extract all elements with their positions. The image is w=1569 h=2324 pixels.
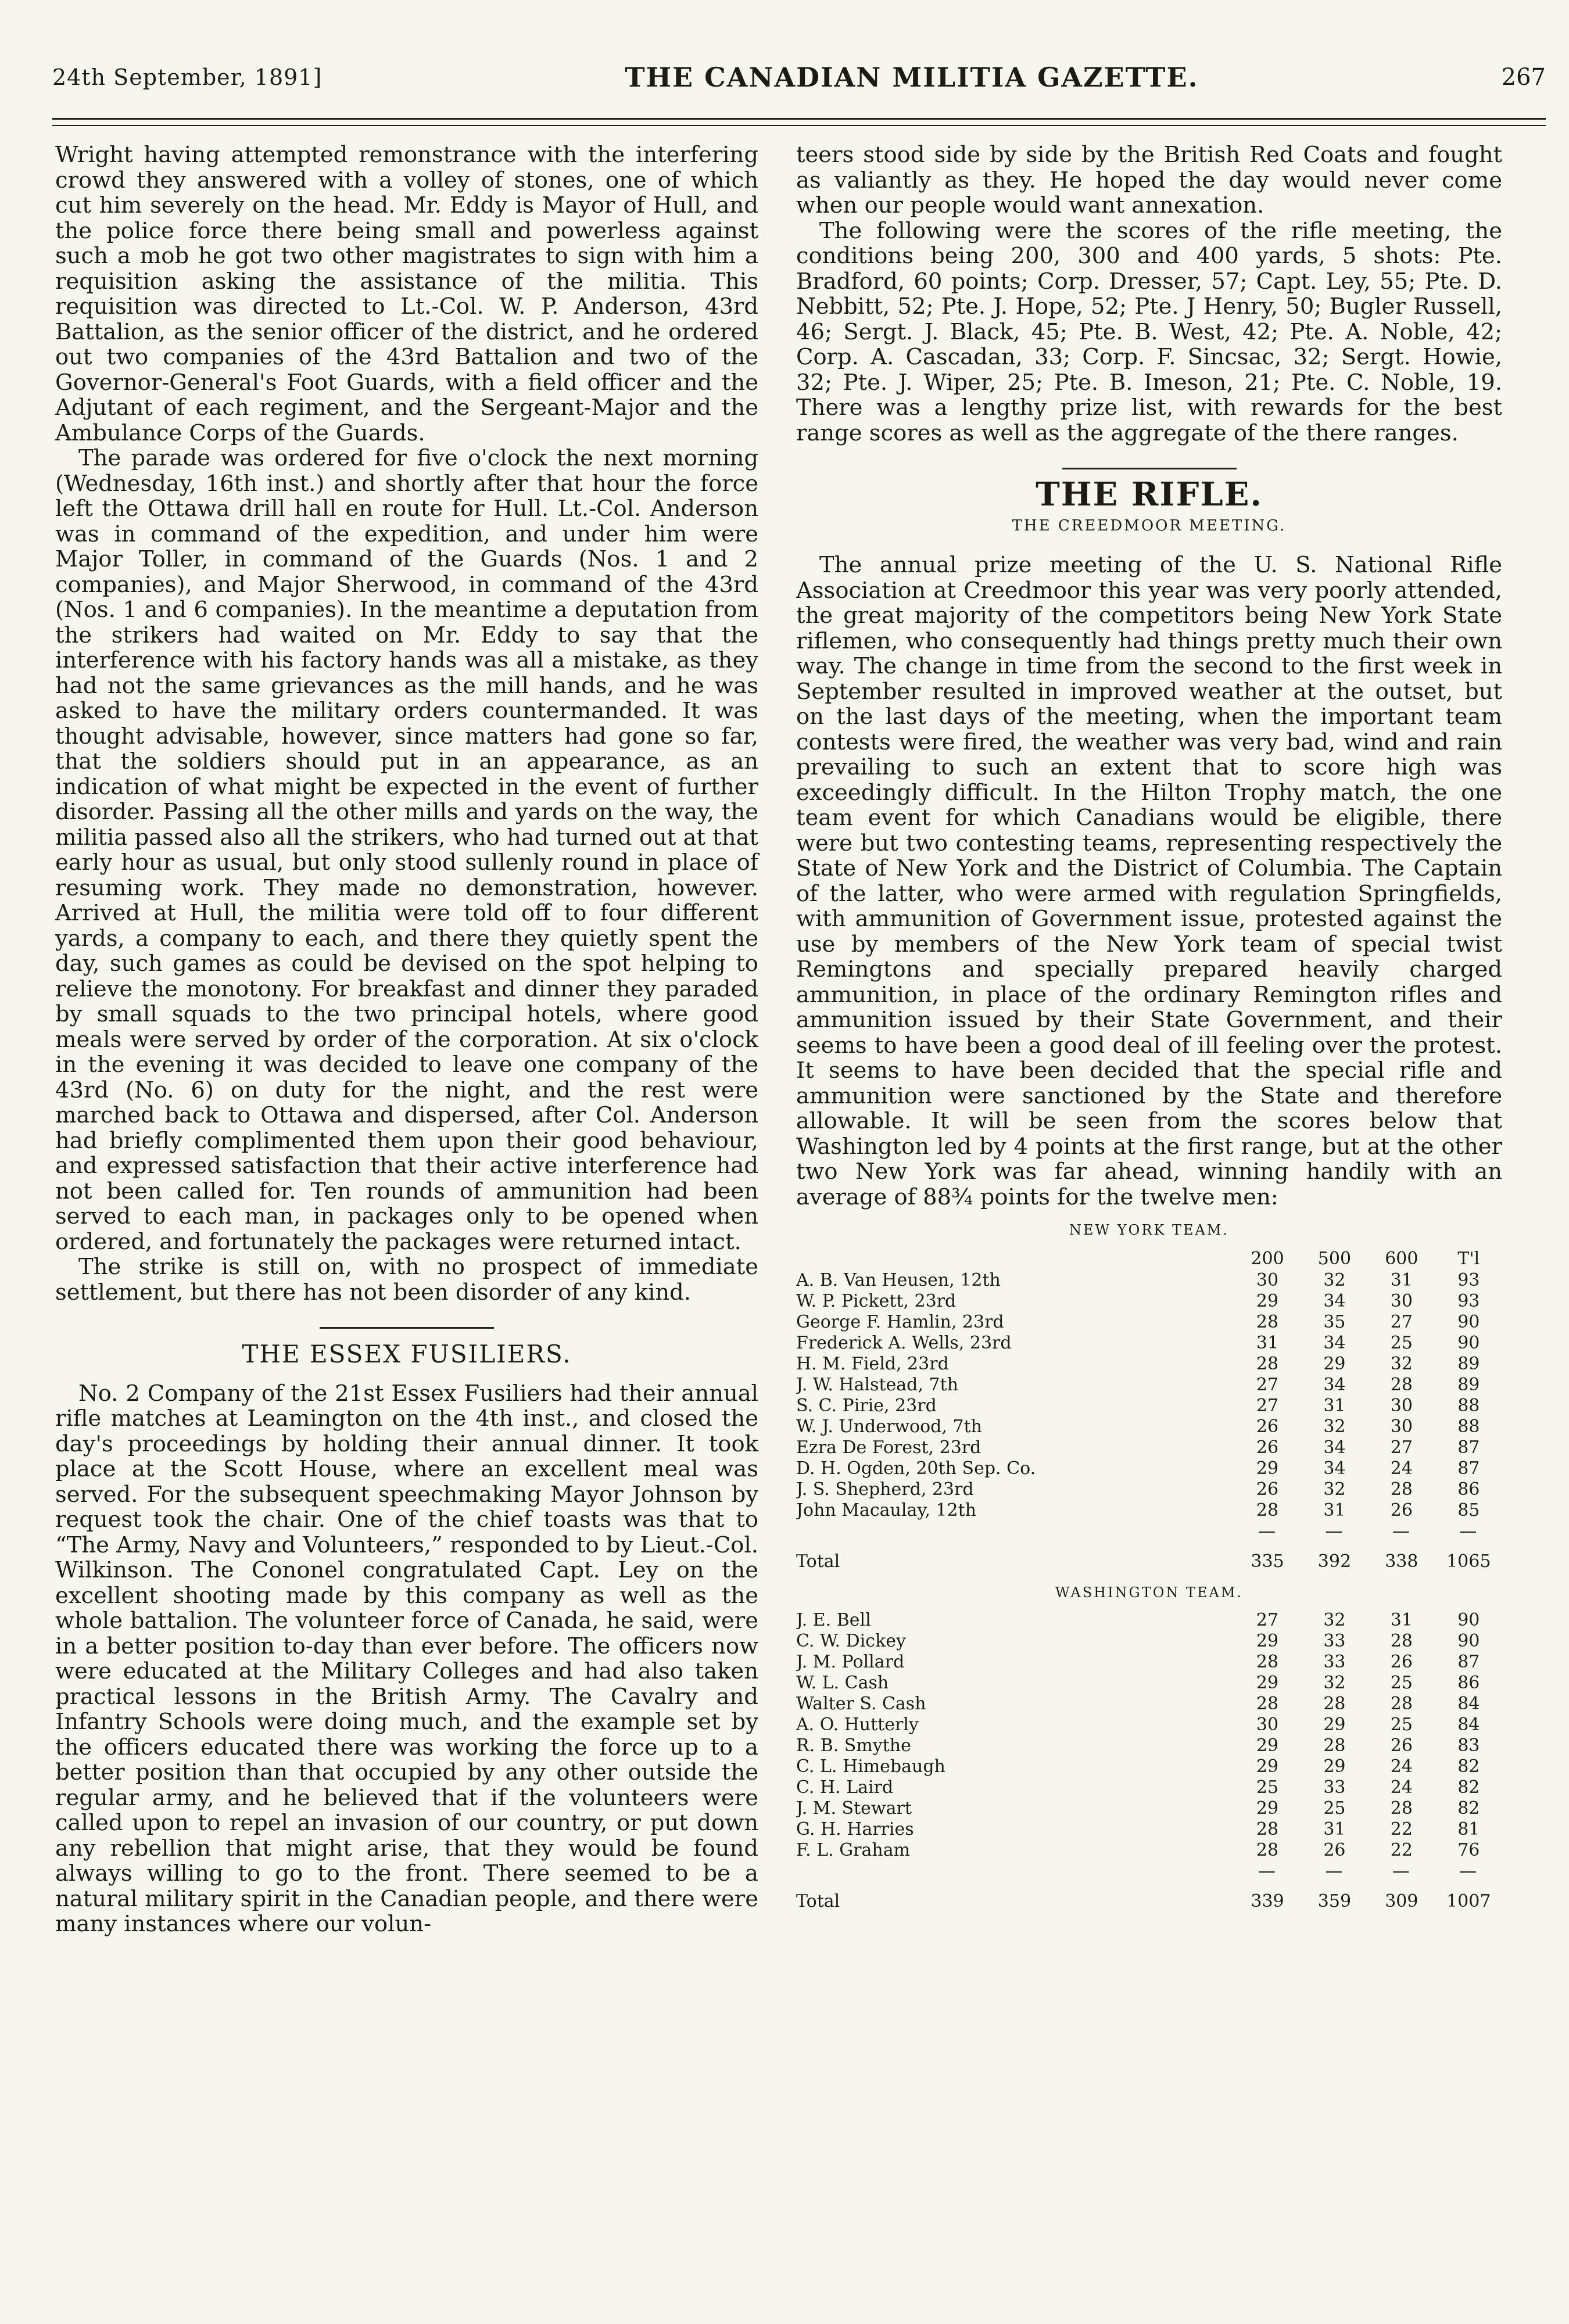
shooter-name: J. E. Bell bbox=[796, 1610, 871, 1630]
shooter-name: C. L. Himebaugh bbox=[796, 1756, 945, 1777]
score-total: 90 bbox=[1457, 1631, 1480, 1651]
score-range-1: 28 bbox=[1256, 1652, 1279, 1672]
col-header: T'l bbox=[1457, 1248, 1480, 1269]
score-row bbox=[796, 1500, 1502, 1521]
shooter-name: W. P. Pickett, 23rd bbox=[796, 1290, 957, 1311]
shooter-name: F. L. Graham bbox=[796, 1840, 911, 1860]
score-row bbox=[796, 1437, 1502, 1458]
score-range-1: 26 bbox=[1256, 1437, 1279, 1458]
score-header-row bbox=[796, 1248, 1502, 1270]
score-row bbox=[796, 1333, 1502, 1354]
col-header: 200 bbox=[1251, 1248, 1284, 1269]
shooter-name: J. M. Pollard bbox=[796, 1652, 905, 1672]
total-label: Total bbox=[796, 1891, 840, 1911]
score-range-2: 29 bbox=[1323, 1353, 1346, 1374]
score-range-3: 28 bbox=[1390, 1694, 1413, 1714]
score-range-2: 34 bbox=[1323, 1458, 1346, 1479]
score-row bbox=[796, 1798, 1502, 1819]
score-range-2: 32 bbox=[1323, 1673, 1346, 1693]
score-range-1: 26 bbox=[1256, 1479, 1279, 1500]
dash: — bbox=[1459, 1861, 1478, 1881]
article-paragraph: Wright having attempted remonstrance with the interfering crowd they answered with a volley of stones, one of which cut him severely on the head. Mr. Eddy is Mayor of Hull, and the police force there being small and powerless against such a mob he got two other magistrates to sign with him a requisition asking the assistance of the militia. This requisition was directed to Lt.-Col. W. P. Anderson, 43rd Battalion, as the senior officer of the district, and he ordered out two companies of the 43rd Battalion and two of the Governor-General's Foot Guards, with a field officer and the Adjutant of each regiment, and the Sergeant-Major and the Ambulance Corps of the Guards. bbox=[55, 142, 758, 446]
score-range-1: 28 bbox=[1256, 1311, 1279, 1332]
header-rule-secondary bbox=[52, 125, 1546, 126]
score-range-2: 33 bbox=[1323, 1777, 1346, 1798]
score-range-1: 28 bbox=[1256, 1500, 1279, 1520]
score-range-3: 32 bbox=[1390, 1353, 1413, 1374]
score-total: 83 bbox=[1457, 1735, 1480, 1756]
score-range-2: 31 bbox=[1323, 1395, 1346, 1416]
score-total: 82 bbox=[1457, 1756, 1480, 1777]
page-number: 267 bbox=[1501, 64, 1546, 91]
score-total: 86 bbox=[1457, 1673, 1480, 1693]
newspaper-title: THE CANADIAN MILITIA GAZETTE. bbox=[625, 62, 1199, 93]
article-paragraph: The annual prize meeting of the U. S. National Rifle Association at Creedmoor this year was very poorly attended, the great majority of the competitors being New York State riflemen, who consequently had things pretty much their own way. The change in time from the second to the first week in September resulted in improved weather at the outset, but on the last days of the meeting, when the important team contests were fired, the weather was very bad, wind and rain prevailing to such an extent that to score high was exceedingly difficult. In the Hilton Trophy match, the one team event for which Canadians would be eligible, there were but two contesting teams, representing respectively the State of New York and the District of Columbia. The Captain of the latter, who were armed with regulation Springfields, with ammunition of Government issue, protested against the use by members of the New York team of special twist Remingtons and specially prepared heavily charged ammunition, in place of the ordinary Remington rifles and ammunition issued by their State Government, and their seems to have been a good deal of ill feeling over the protest. It seems to have been decided that the special rifle and ammunition were sanctioned by the State and therefore allowable. It will be seen from the scores below that Washington led by 4 points at the first range, but at the other two New York was far ahead, winning handily with an average of 88¾ points for the twelve men: bbox=[796, 552, 1502, 1210]
score-row bbox=[796, 1354, 1502, 1375]
essex-section-heading bbox=[55, 1327, 758, 1367]
score-range-1: 27 bbox=[1256, 1395, 1279, 1416]
total-row bbox=[796, 1542, 1502, 1572]
score-range-1: 27 bbox=[1256, 1610, 1279, 1630]
score-range-3: 27 bbox=[1390, 1437, 1413, 1458]
score-range-3: 28 bbox=[1390, 1631, 1413, 1651]
shooter-name: G. H. Harries bbox=[796, 1819, 914, 1839]
shooter-name: H. M. Field, 23rd bbox=[796, 1353, 949, 1374]
score-range-3: 22 bbox=[1390, 1819, 1413, 1839]
shooter-name: S. C. Pirie, 23rd bbox=[796, 1395, 937, 1416]
score-range-1: 30 bbox=[1256, 1715, 1279, 1735]
dash: — bbox=[1392, 1861, 1411, 1881]
score-row bbox=[796, 1312, 1502, 1333]
col-header: 600 bbox=[1385, 1248, 1418, 1269]
total-value: 392 bbox=[1317, 1551, 1352, 1572]
score-range-2: 31 bbox=[1323, 1819, 1346, 1839]
score-range-1: 28 bbox=[1256, 1694, 1279, 1714]
score-range-3: 25 bbox=[1390, 1715, 1413, 1735]
total-value: 339 bbox=[1251, 1891, 1284, 1911]
score-range-2: 33 bbox=[1323, 1631, 1346, 1651]
score-range-3: 27 bbox=[1390, 1311, 1413, 1332]
score-row bbox=[796, 1610, 1502, 1631]
ny-team-table bbox=[796, 1248, 1502, 1572]
total-value: 338 bbox=[1385, 1551, 1418, 1572]
score-range-3: 26 bbox=[1390, 1500, 1413, 1520]
score-row bbox=[796, 1416, 1502, 1437]
score-range-2: 28 bbox=[1323, 1694, 1346, 1714]
score-range-2: 34 bbox=[1323, 1332, 1346, 1353]
shooter-name: A. O. Hutterly bbox=[796, 1715, 919, 1735]
rifle-heading: THE RIFLE. bbox=[1036, 475, 1263, 514]
score-range-3: 25 bbox=[1390, 1332, 1413, 1353]
score-range-2: 25 bbox=[1323, 1798, 1346, 1819]
shooter-name: George F. Hamlin, 23rd bbox=[796, 1311, 1004, 1332]
page-header bbox=[52, 45, 1546, 109]
score-total: 90 bbox=[1457, 1610, 1480, 1630]
score-row bbox=[796, 1735, 1502, 1756]
dash: — bbox=[1459, 1520, 1478, 1541]
dash: — bbox=[1325, 1520, 1344, 1541]
score-range-1: 29 bbox=[1256, 1458, 1279, 1479]
right-column bbox=[796, 142, 1502, 1912]
score-total: 88 bbox=[1457, 1395, 1480, 1416]
score-range-3: 24 bbox=[1390, 1458, 1413, 1479]
score-total: 93 bbox=[1457, 1290, 1480, 1311]
score-total: 82 bbox=[1457, 1798, 1480, 1819]
score-range-3: 26 bbox=[1390, 1735, 1413, 1756]
issue-date: 24th September, 1891] bbox=[52, 64, 323, 90]
section-divider bbox=[320, 1327, 494, 1329]
score-range-2: 32 bbox=[1323, 1610, 1346, 1630]
article-paragraph: teers stood side by side by the British Red Coats and fought as valiantly as they. He hoped the day would never come when our people would want annexation. bbox=[796, 142, 1502, 218]
score-total: 82 bbox=[1457, 1777, 1480, 1798]
shooter-name: R. B. Smythe bbox=[796, 1735, 911, 1756]
score-range-1: 31 bbox=[1256, 1332, 1279, 1353]
score-range-1: 29 bbox=[1256, 1631, 1279, 1651]
shooter-name: Walter S. Cash bbox=[796, 1694, 926, 1714]
score-range-3: 24 bbox=[1390, 1777, 1413, 1798]
shooter-name: D. H. Ogden, 20th Sep. Co. bbox=[796, 1458, 1036, 1479]
score-total: 89 bbox=[1457, 1374, 1480, 1395]
spacer bbox=[796, 1861, 1234, 1882]
score-range-2: 33 bbox=[1323, 1652, 1346, 1672]
score-row bbox=[796, 1270, 1502, 1291]
score-row bbox=[796, 1458, 1502, 1479]
score-range-2: 32 bbox=[1323, 1416, 1346, 1437]
col-header: 500 bbox=[1317, 1248, 1352, 1269]
score-row bbox=[796, 1631, 1502, 1652]
total-value: 309 bbox=[1385, 1891, 1418, 1911]
score-total: 87 bbox=[1457, 1458, 1480, 1479]
score-row bbox=[796, 1396, 1502, 1416]
shooter-name: Frederick A. Wells, 23rd bbox=[796, 1332, 1012, 1353]
score-range-1: 29 bbox=[1256, 1756, 1279, 1777]
score-range-2: 29 bbox=[1323, 1756, 1346, 1777]
score-total: 88 bbox=[1457, 1416, 1480, 1437]
score-range-3: 28 bbox=[1390, 1374, 1413, 1395]
dash: — bbox=[1325, 1861, 1344, 1881]
score-total: 90 bbox=[1457, 1332, 1480, 1353]
score-range-1: 29 bbox=[1256, 1735, 1279, 1756]
score-range-2: 31 bbox=[1323, 1500, 1346, 1520]
score-range-3: 28 bbox=[1390, 1798, 1413, 1819]
score-range-3: 30 bbox=[1390, 1395, 1413, 1416]
shooter-name: W. L. Cash bbox=[796, 1673, 889, 1693]
shooter-name: C. H. Laird bbox=[796, 1777, 894, 1798]
score-range-2: 34 bbox=[1323, 1290, 1346, 1311]
shooter-name: Ezra De Forest, 23rd bbox=[796, 1437, 981, 1458]
total-value: 359 bbox=[1317, 1891, 1352, 1911]
spacer bbox=[796, 1521, 1234, 1542]
score-row bbox=[796, 1479, 1502, 1500]
score-total: 87 bbox=[1457, 1652, 1480, 1672]
shooter-name: C. W. Dickey bbox=[796, 1631, 906, 1651]
score-row bbox=[796, 1756, 1502, 1777]
score-range-1: 29 bbox=[1256, 1290, 1279, 1311]
article-paragraph: No. 2 Company of the 21st Essex Fusiliers had their annual rifle matches at Leamington on the 4th inst., and closed the day's proceedings by holding their annual dinner. It took place at the Scott House, where an excellent meal was served. For the subsequent speechmaking Mayor Johnson by request took the chair. One of the chief toasts was that to “The Army, Navy and Volunteers,” responded to by Lieut.-Col. Wilkinson. The Cononel congratulated Capt. Ley on the excellent shooting made by this company as well as the whole battalion. The volunteer force of Canada, he said, were in a better position to-day than ever before. The officers now were educated at the Military Colleges and had also taken practical lessons in the British Army. The Cavalry and Infantry Schools were doing much, and the example set by the officers educated there was working the force up to a better position than that occupied by any other outside the regular army, and he believed that if the volunteers were called upon to repel an invasion of our country, or put down any rebellion that might arise, that they would be found always willing to go to the front. There seemed to be a natural military spirit in the Canadian people, and there were many instances where our volun- bbox=[55, 1380, 758, 1937]
article-paragraph: The strike is still on, with no prospect of immediate settlement, but there has not been disorder of any kind. bbox=[55, 1254, 758, 1306]
header-rule bbox=[52, 118, 1546, 120]
score-range-3: 31 bbox=[1390, 1610, 1413, 1630]
shooter-name: W. J. Underwood, 7th bbox=[796, 1416, 982, 1437]
score-range-2: 34 bbox=[1323, 1437, 1346, 1458]
washington-team-heading: WASHINGTON TEAM. bbox=[1055, 1584, 1244, 1601]
score-total: 89 bbox=[1457, 1353, 1480, 1374]
score-range-2: 28 bbox=[1323, 1735, 1346, 1756]
score-range-3: 28 bbox=[1390, 1479, 1413, 1500]
score-range-1: 28 bbox=[1256, 1353, 1279, 1374]
score-row bbox=[796, 1673, 1502, 1694]
washington-team-table bbox=[796, 1610, 1502, 1912]
score-total: 84 bbox=[1457, 1715, 1480, 1735]
score-total: 87 bbox=[1457, 1437, 1480, 1458]
rifle-subheading: THE CREEDMOOR MEETING. bbox=[1012, 517, 1287, 535]
total-value: 1007 bbox=[1446, 1891, 1491, 1911]
shooter-name: A. B. Van Heusen, 12th bbox=[796, 1269, 1001, 1290]
score-range-1: 28 bbox=[1256, 1840, 1279, 1860]
left-column bbox=[55, 142, 758, 1937]
score-row bbox=[796, 1840, 1502, 1861]
score-row bbox=[796, 1694, 1502, 1715]
section-divider bbox=[1062, 468, 1237, 469]
score-total: 86 bbox=[1457, 1479, 1480, 1500]
score-range-1: 28 bbox=[1256, 1819, 1279, 1839]
total-value: 1065 bbox=[1446, 1551, 1491, 1572]
score-row bbox=[796, 1715, 1502, 1735]
score-row bbox=[796, 1819, 1502, 1840]
name-header bbox=[796, 1248, 1234, 1270]
total-value: 335 bbox=[1251, 1551, 1284, 1572]
total-divider-row bbox=[796, 1521, 1502, 1542]
score-range-3: 30 bbox=[1390, 1290, 1413, 1311]
total-label: Total bbox=[796, 1551, 840, 1572]
article-paragraph: The following were the scores of the rifle meeting, the conditions being 200, 300 and 400 yards, 5 shots: Pte. Bradford, 60 points; Corp. Dresser, 57; Capt. Ley, 55; Pte. D. Nebbitt, 52; Pte. J. Hope, 52; Pte. J Henry, 50; Bugler Russell, 46; Sergt. J. Black, 45; Pte. B. West, 42; Pte. A. Noble, 42; Corp. A. Cascadan, 33; Corp. F. Sincsac, 32; Sergt. Howie, 32; Pte. J. Wiper, 25; Pte. B. Imeson, 21; Pte. C. Noble, 19. There was a lengthy prize list, with rewards for the best range scores as well as the aggregate of the there ranges. bbox=[796, 217, 1502, 446]
score-total: 84 bbox=[1457, 1694, 1480, 1714]
score-range-2: 26 bbox=[1323, 1840, 1346, 1860]
score-row bbox=[796, 1291, 1502, 1312]
ny-team-heading: NEW YORK TEAM. bbox=[1069, 1222, 1230, 1238]
score-row bbox=[796, 1652, 1502, 1673]
dash: — bbox=[1392, 1520, 1411, 1541]
score-range-1: 29 bbox=[1256, 1798, 1279, 1819]
shooter-name: John Macaulay, 12th bbox=[796, 1500, 976, 1520]
score-range-3: 24 bbox=[1390, 1756, 1413, 1777]
score-row bbox=[796, 1777, 1502, 1798]
score-range-3: 31 bbox=[1390, 1269, 1413, 1290]
score-range-1: 27 bbox=[1256, 1374, 1279, 1395]
score-range-1: 26 bbox=[1256, 1416, 1279, 1437]
score-range-3: 30 bbox=[1390, 1416, 1413, 1437]
ny-team-rows bbox=[796, 1270, 1502, 1572]
essex-heading: THE ESSEX FUSILIERS. bbox=[242, 1340, 572, 1368]
score-range-1: 29 bbox=[1256, 1673, 1279, 1693]
dash: — bbox=[1258, 1861, 1277, 1881]
score-range-3: 25 bbox=[1390, 1673, 1413, 1693]
score-range-2: 32 bbox=[1323, 1269, 1346, 1290]
score-total: 81 bbox=[1457, 1819, 1480, 1839]
score-total: 90 bbox=[1457, 1311, 1480, 1332]
score-range-1: 25 bbox=[1256, 1777, 1279, 1798]
score-total: 93 bbox=[1457, 1269, 1480, 1290]
total-row bbox=[796, 1882, 1502, 1912]
washington-team-rows bbox=[796, 1610, 1502, 1912]
score-range-1: 30 bbox=[1256, 1269, 1279, 1290]
score-range-2: 29 bbox=[1323, 1715, 1346, 1735]
shooter-name: J. W. Halstead, 7th bbox=[796, 1374, 958, 1395]
shooter-name: J. S. Shepherd, 23rd bbox=[796, 1479, 974, 1500]
article-paragraph: The parade was ordered for five o'clock the next morning (Wednesday, 16th inst.) and shortly after that hour the force left the Ottawa drill hall en route for Hull. Lt.-Col. Anderson was in command of the expedition, and under him were Major Toller, in command of the Guards (Nos. 1 and 2 companies), and Major Sherwood, in command of the 43rd (Nos. 1 and 6 companies). In the meantime a deputation from the strikers had waited on Mr. Eddy to say that the interference with his factory hands was all a mistake, as they had not the same grievances as the mill hands, and he was asked to have the military orders countermanded. It was thought advisable, however, since matters had gone so far, that the soldiers should put in an appearance, as an indication of what might be expected in the event of further disorder. Passing all the other mills and yards on the way, the militia passed also all the strikers, who had turned out at that early hour as usual, but only stood sullenly round in place of resuming work. They made no demonstration, however. Arrived at Hull, the militia were told off to four different yards, a company to each, and there they quietly spent the day, such games as could be devised on the spot helping to relieve the monotony. For breakfast and dinner they paraded by small squads to the two principal hotels, where good meals were served by order of the corporation. At six o'clock in the evening it was decided to leave one company of the 43rd (No. 6) on duty for the night, and the rest were marched back to Ottawa and dispersed, after Col. Anderson had briefly complimented them upon their good behaviour, and expressed satisfaction that their active interference had not been called for. Ten rounds of ammunition had been served to each man, in packages only to be opened when ordered, and fortunately the packages were returned intact. bbox=[55, 445, 758, 1255]
score-range-3: 26 bbox=[1390, 1652, 1413, 1672]
score-row bbox=[796, 1375, 1502, 1396]
score-range-2: 34 bbox=[1323, 1374, 1346, 1395]
shooter-name: J. M. Stewart bbox=[796, 1798, 912, 1819]
score-total: 76 bbox=[1457, 1840, 1480, 1860]
score-range-2: 35 bbox=[1323, 1311, 1346, 1332]
rifle-section-heading bbox=[796, 468, 1502, 539]
score-total: 85 bbox=[1457, 1500, 1480, 1520]
score-range-2: 32 bbox=[1323, 1479, 1346, 1500]
score-range-3: 22 bbox=[1390, 1840, 1413, 1860]
dash: — bbox=[1258, 1520, 1277, 1541]
total-divider-row bbox=[796, 1861, 1502, 1882]
